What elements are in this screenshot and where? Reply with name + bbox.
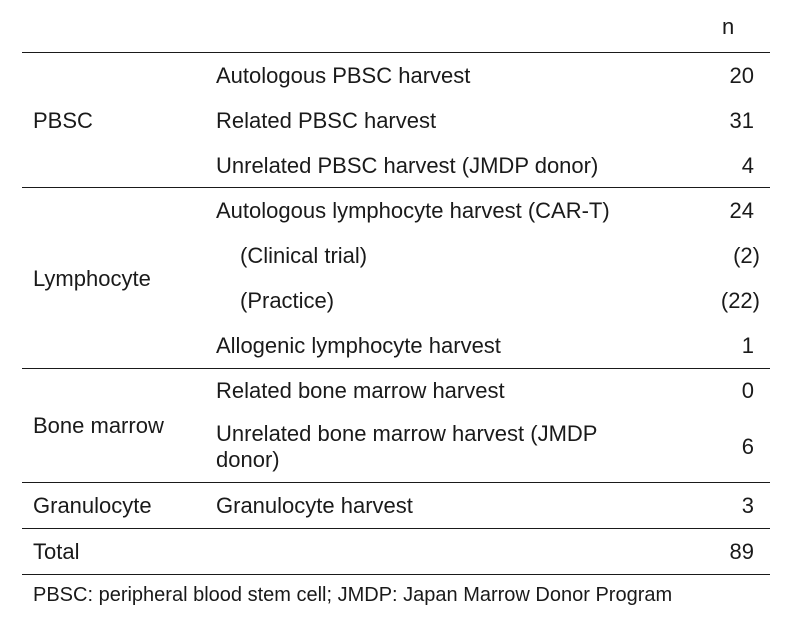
row-label: Related PBSC harvest [216,108,437,133]
footnote: PBSC: peripheral blood stem cell; JMDP: Japan Marrow Donor Program [22,575,770,616]
category-granulocyte: Granulocyte [22,483,204,529]
row-count: (2) [733,243,760,268]
header-row [22,0,770,53]
row-count: 31 [729,108,754,133]
row-label: Allogenic lymphocyte harvest [216,333,501,358]
harvest-table [22,0,770,615]
row-count: 6 [741,434,754,459]
harvest-table-container [22,0,770,615]
row-count: 1 [741,333,754,358]
row-count: 4 [741,152,754,178]
header-n-label: n [722,13,735,39]
row-label: Autologous lymphocyte harvest (CAR-T) [204,188,704,234]
row-label: Granulocyte harvest [204,483,704,529]
table-row [22,53,770,99]
table-row [22,369,770,412]
row-label: Related bone marrow harvest [204,369,704,412]
total-item-cell [204,529,704,575]
footnote-row [22,575,770,616]
row-count: 3 [704,483,770,529]
row-label: (Practice) [240,288,335,313]
row-label: Unrelated bone marrow harvest (JMDP donor) [216,420,598,472]
header-category-cell [22,0,204,53]
table-row [22,188,770,234]
category-lymphocyte: Lymphocyte [22,188,204,369]
row-label: Unrelated PBSC harvest (JMDP donor) [216,152,599,178]
row-label: (Clinical trial) [240,243,368,268]
row-count: 24 [704,188,770,234]
row-count: 0 [704,369,770,412]
category-pbsc: PBSC [22,53,204,188]
total-count: 89 [704,529,770,575]
total-row [22,529,770,575]
category-bone-marrow: Bone marrow [22,369,204,483]
row-count: (22) [720,288,760,313]
row-count: 20 [704,53,770,99]
header-item-cell [204,0,704,53]
table-row [22,483,770,529]
row-label: Autologous PBSC harvest [204,53,704,99]
total-label: Total [22,529,204,575]
